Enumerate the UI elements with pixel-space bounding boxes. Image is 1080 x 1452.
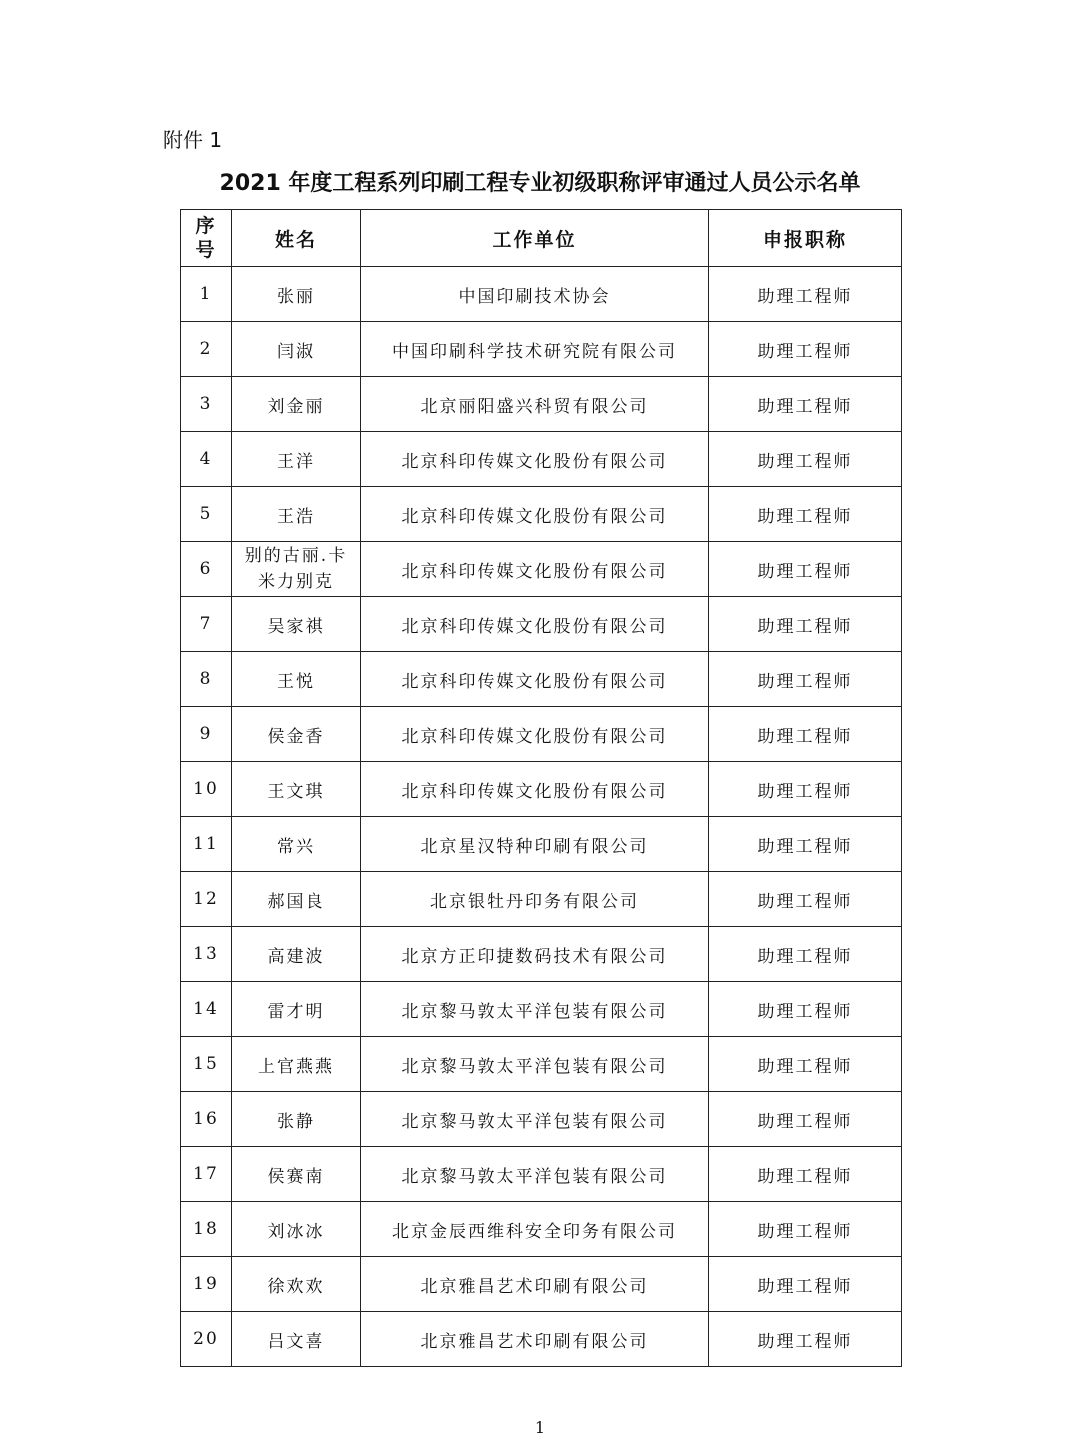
row-name-line1: 别的古丽.卡	[244, 546, 348, 566]
row-title: 助理工程师	[709, 542, 902, 597]
row-employer: 北京科印传媒文化股份有限公司	[361, 707, 709, 762]
row-name: 刘冰冰	[232, 1202, 361, 1257]
row-title: 助理工程师	[709, 1312, 902, 1367]
row-name-line2: 米力别克	[258, 572, 334, 592]
table-row	[181, 652, 902, 707]
row-title: 助理工程师	[709, 377, 902, 432]
header-name: 姓名	[232, 210, 361, 267]
row-title: 助理工程师	[709, 1202, 902, 1257]
row-name: 郝国良	[232, 872, 361, 927]
row-index: 7	[181, 597, 232, 652]
row-index: 2	[181, 322, 232, 377]
row-index: 6	[181, 542, 232, 597]
row-name: 张静	[232, 1092, 361, 1147]
row-employer: 北京金辰西维科安全印务有限公司	[361, 1202, 709, 1257]
table-row	[181, 707, 902, 762]
row-title: 助理工程师	[709, 982, 902, 1037]
row-index: 20	[181, 1312, 232, 1367]
table-row	[181, 1147, 902, 1202]
row-title: 助理工程师	[709, 597, 902, 652]
row-name: 王洋	[232, 432, 361, 487]
header-index-line2: 号	[195, 239, 217, 261]
row-name: 上官燕燕	[232, 1037, 361, 1092]
row-employer: 中国印刷科学技术研究院有限公司	[361, 322, 709, 377]
row-employer: 北京丽阳盛兴科贸有限公司	[361, 377, 709, 432]
row-index: 10	[181, 762, 232, 817]
row-title: 助理工程师	[709, 267, 902, 322]
table-row	[181, 377, 902, 432]
row-name: 张丽	[232, 267, 361, 322]
row-title: 助理工程师	[709, 872, 902, 927]
row-index: 15	[181, 1037, 232, 1092]
table-row	[181, 267, 902, 322]
row-index: 11	[181, 817, 232, 872]
header-title: 申报职称	[709, 210, 902, 267]
row-title: 助理工程师	[709, 707, 902, 762]
row-index: 17	[181, 1147, 232, 1202]
row-name: 吴家祺	[232, 597, 361, 652]
row-employer: 北京科印传媒文化股份有限公司	[361, 542, 709, 597]
row-title: 助理工程师	[709, 652, 902, 707]
row-employer: 北京黎马敦太平洋包装有限公司	[361, 1092, 709, 1147]
row-employer: 北京科印传媒文化股份有限公司	[361, 597, 709, 652]
table-row	[181, 1312, 902, 1367]
table-row	[181, 982, 902, 1037]
row-employer: 北京方正印捷数码技术有限公司	[361, 927, 709, 982]
row-title: 助理工程师	[709, 762, 902, 817]
table-row	[181, 487, 902, 542]
table-row	[181, 872, 902, 927]
document-title: 2021 年度工程系列印刷工程专业初级职称评审通过人员公示名单	[219, 171, 861, 196]
table-body	[181, 267, 902, 1367]
row-employer: 北京雅昌艺术印刷有限公司	[361, 1312, 709, 1367]
row-title: 助理工程师	[709, 927, 902, 982]
row-employer: 北京星汉特种印刷有限公司	[361, 817, 709, 872]
table-row	[181, 542, 902, 597]
row-title: 助理工程师	[709, 487, 902, 542]
table-row	[181, 1202, 902, 1257]
row-index: 16	[181, 1092, 232, 1147]
row-name: 徐欢欢	[232, 1257, 361, 1312]
row-name: 王文琪	[232, 762, 361, 817]
row-title: 助理工程师	[709, 432, 902, 487]
row-employer: 北京科印传媒文化股份有限公司	[361, 762, 709, 817]
table-row	[181, 1092, 902, 1147]
row-employer: 中国印刷技术协会	[361, 267, 709, 322]
row-index: 12	[181, 872, 232, 927]
attachment-label: 附件 1	[163, 128, 223, 152]
header-index-line1: 序	[195, 215, 217, 237]
row-name: 王悦	[232, 652, 361, 707]
row-employer: 北京雅昌艺术印刷有限公司	[361, 1257, 709, 1312]
row-employer: 北京银牡丹印务有限公司	[361, 872, 709, 927]
page-number: 1	[534, 1418, 546, 1437]
row-name: 闫淑	[232, 322, 361, 377]
row-name: 吕文喜	[232, 1312, 361, 1367]
row-title: 助理工程师	[709, 1257, 902, 1312]
row-employer: 北京科印传媒文化股份有限公司	[361, 487, 709, 542]
table-header-row	[181, 210, 902, 267]
row-title: 助理工程师	[709, 322, 902, 377]
table-row	[181, 1257, 902, 1312]
row-name: 雷才明	[232, 982, 361, 1037]
header-index	[181, 210, 232, 267]
table-row	[181, 927, 902, 982]
header-employer: 工作单位	[361, 210, 709, 267]
row-index: 4	[181, 432, 232, 487]
table-row	[181, 432, 902, 487]
row-name	[232, 542, 361, 597]
row-title: 助理工程师	[709, 1092, 902, 1147]
row-employer: 北京黎马敦太平洋包装有限公司	[361, 1147, 709, 1202]
row-name: 高建波	[232, 927, 361, 982]
row-index: 5	[181, 487, 232, 542]
row-index: 14	[181, 982, 232, 1037]
row-employer: 北京黎马敦太平洋包装有限公司	[361, 1037, 709, 1092]
personnel-table	[180, 209, 902, 1367]
row-employer: 北京科印传媒文化股份有限公司	[361, 652, 709, 707]
row-index: 18	[181, 1202, 232, 1257]
row-employer: 北京黎马敦太平洋包装有限公司	[361, 982, 709, 1037]
row-index: 1	[181, 267, 232, 322]
table-row	[181, 322, 902, 377]
row-name: 侯金香	[232, 707, 361, 762]
row-name: 侯赛南	[232, 1147, 361, 1202]
table-row	[181, 762, 902, 817]
row-name: 王浩	[232, 487, 361, 542]
row-index: 8	[181, 652, 232, 707]
row-name: 常兴	[232, 817, 361, 872]
row-index: 3	[181, 377, 232, 432]
row-title: 助理工程师	[709, 1037, 902, 1092]
row-employer: 北京科印传媒文化股份有限公司	[361, 432, 709, 487]
table-row	[181, 597, 902, 652]
row-index: 13	[181, 927, 232, 982]
row-index: 9	[181, 707, 232, 762]
table-row	[181, 817, 902, 872]
row-name: 刘金丽	[232, 377, 361, 432]
row-title: 助理工程师	[709, 1147, 902, 1202]
table-row	[181, 1037, 902, 1092]
row-title: 助理工程师	[709, 817, 902, 872]
row-index: 19	[181, 1257, 232, 1312]
